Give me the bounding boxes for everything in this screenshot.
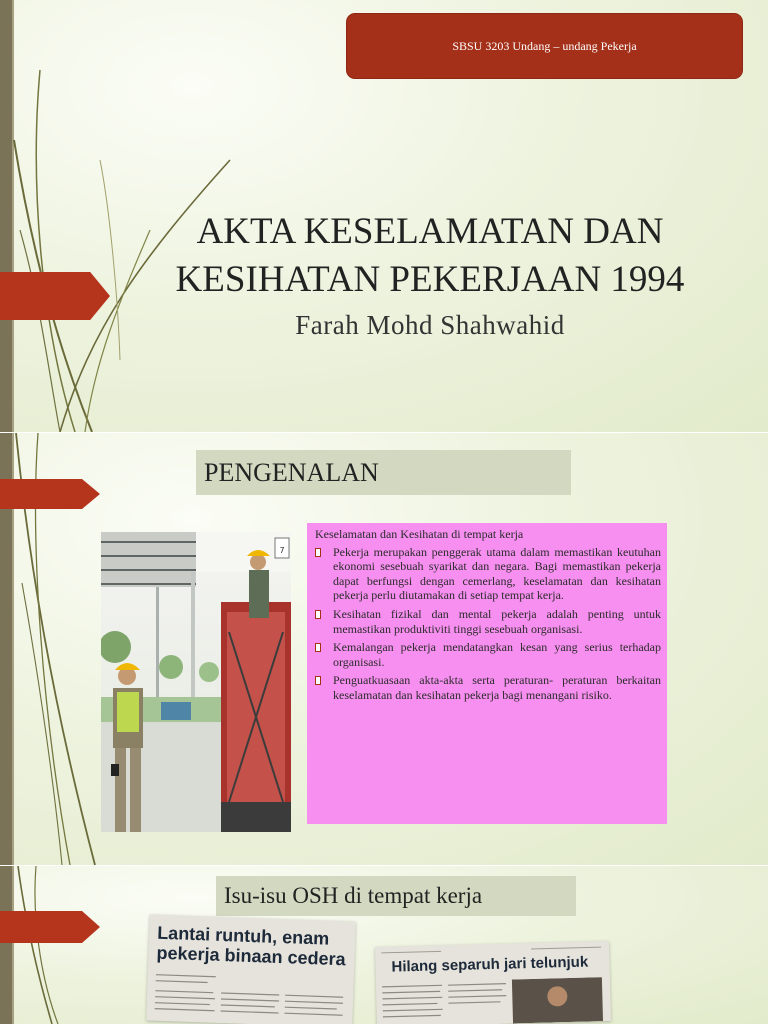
clipping-headline-line-1: Lantai runtuh, enam [156,922,330,949]
section-title-box [216,876,576,916]
bullet-icon [315,676,321,685]
list-item [315,545,661,603]
red-arrow-tab [0,911,100,943]
bullet-text: Pekerja merupakan penggerak utama dalam memastikan keutuhan ekonomi sesebuah syarikat dan negara. Bagi memastikan pekerja dapat berfungsi dengan cemerlang, keselamatan dan kesihatan pekerja perlu diutamakan di setiap tempat kerja. [333,544,661,603]
section-title: PENGENALAN [204,457,379,487]
red-arrow-tab [0,479,100,509]
bullet-icon [315,548,321,557]
left-accent-bar [0,866,12,1024]
slide-title [150,208,710,304]
left-accent-line [12,0,14,432]
list-item [315,673,661,702]
section-title: Isu-isu OSH di tempat kerja [224,883,483,908]
bullet-text: Penguatkuasaan akta-akta serta peraturan- peraturan berkaitan keselamatan dan kesihatan pekerja bagi menangani risiko. [333,673,661,702]
workers-photo [101,532,291,832]
clipping-text-lines [154,971,346,1024]
bullet-icon [315,643,321,652]
course-label: SBSU 3203 Undang – undang Pekerja [452,38,637,53]
list-item [315,640,661,669]
bullet-icon [315,610,321,619]
photo-tag: 7 [279,546,285,555]
bullet-list [315,545,661,703]
title-slide [0,0,768,432]
title-line-1: AKTA KESELAMATAN DAN [196,211,664,252]
textbox-heading: Keselamatan dan Kesihatan di tempat kerja [315,527,524,541]
construction-workers-image [101,532,291,832]
clipping-headline-1 [156,923,346,970]
list-item [315,607,661,636]
clipping-text-lines [382,977,605,1024]
intro-textbox [307,523,667,824]
news-clipping-1 [146,914,356,1024]
author-name: Farah Mohd Shahwahid [295,310,565,340]
left-accent-bar [0,0,12,432]
clipping-headline-line-2: pekerja binaan cedera [156,942,346,970]
clipping-headline-2: Hilang separuh jari telunjuk [391,953,589,976]
decorative-curves [0,866,140,1024]
course-label-box [346,13,743,79]
red-arrow-tab [0,272,110,320]
bullet-text: Kemalangan pekerja mendatangkan kesan yang serius terhadap organisasi. [333,640,661,669]
bullet-text: Kesihatan fizikal dan mental pekerja adalah penting untuk memastikan produktiviti tinggi sesebuah organisasi. [333,606,661,636]
left-accent-line [12,866,14,1024]
section-title-box [196,450,571,495]
title-line-2: KESIHATAN PEKERJAAN 1994 [175,259,685,300]
news-clipping-2 [375,941,611,1024]
